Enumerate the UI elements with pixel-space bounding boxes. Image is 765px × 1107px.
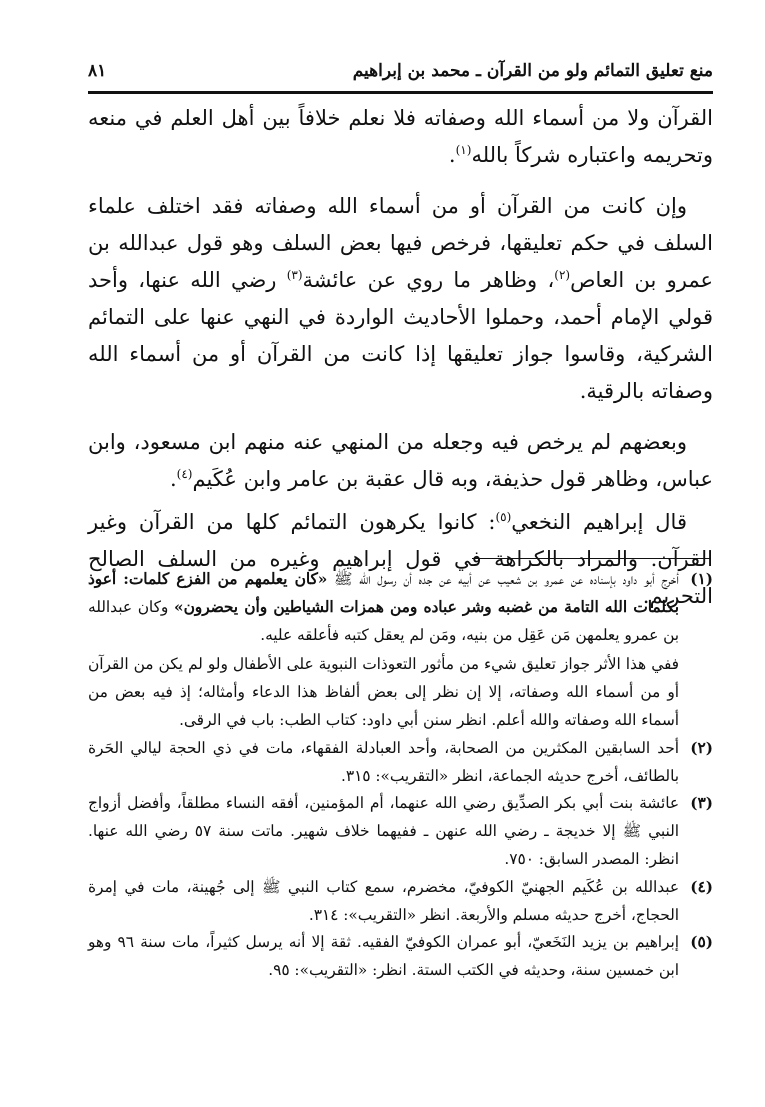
footnote-text: أحد السابقين المكثرين من الصحابة، وأحد العبادلة الفقهاء، مات في ذي الحجة ليالي الحَرة بالطائف، أخرج حديثه الجماعة، انظر «التقريب»: ٣١٥. xyxy=(88,738,679,785)
footnote-4 xyxy=(88,874,713,930)
hadith-quote: «كان يعلمهم من الفزع كلمات: أعوذ بكلمات الله التامة من غضبه وشر عباده ومن همزات الشياطين وأن يحضرون» xyxy=(88,570,679,616)
page-header xyxy=(88,56,713,86)
paragraph-2: وإن كانت من القرآن أو من أسماء الله وصفاته فقد اختلف علماء السلف في حكم تعليقها، فرخص فيها بعض السلف وهو قول عبدالله بن عمرو بن العاص$^{(٢)}$، وظاهر ما روي عن عائشة$^{(٣)}$ رضي الله عنها، وأحد قولي الإمام أحمد، وحملوا الأحاديث الواردة في النهي عنها على التمائم الشركية، وقاسوا جواز تعليقها إذا كانت من القرآن أو من أسماء الله وصفاته بالرقية. xyxy=(88,194,714,403)
running-title: منع تعليق التمائم ولو من القرآن ـ محمد بن إبراهيم xyxy=(352,61,713,81)
footnote-text: إبراهيم بن يزيد النَخَعيّ، أبو عمران الكوفيّ الفقيه. ثقة إلا أنه يرسل كثيراً، مات سنة ٩٦ وهو ابن خمسين سنة، وحديثه في الكتب الستة. انظر: «التقريب»: ٩٥. xyxy=(88,933,680,980)
page-number: ٨١ xyxy=(88,61,107,81)
footnote-ref-4: (٤) xyxy=(176,467,193,481)
footnote-text: أخرج أبو داود بإسناده عن عمرو بن شعيب عن أبيه عن جده أن رسول الله ﷺ «كان يعلمهم من الفزع كلمات: أعوذ بكلمات الله التامة من غضبه وشر عباده ومن همزات الشياطين وأن يحضرون» وكان عبدالله بن عمرو يعلمهن مَن عَقِل من بنيه، ومَن لم يعقل كتبه فأعلقه عليه. ففي هذا الأثر جواز تعليق شيء من مأثور التعوذات النبوية على الأطفال ولو لم يكن من القرآن أو من أسماء الله وصفاته، إلا إن نظر إلى بعض ألفاظ هذا الدعاء وأمثاله؛ إذ فيه بعض من أسماء الله وصفاته والله أعلم. انظر سنن أبي داود: كتاب الطب: باب في الرقى. xyxy=(88,566,679,735)
header-rule xyxy=(88,91,713,94)
paragraph-1: القرآن ولا من أسماء الله وصفاته فلا نعلم خلافاً بين أهل العلم في منعه وتحريمه واعتباره شركاً بالله$^{(١)}$. xyxy=(88,106,713,167)
footnote-number: (١) xyxy=(690,570,713,588)
footnote-commentary: ففي هذا الأثر جواز تعليق شيء من مأثور التعوذات النبوية على الأطفال ولو لم يكن من القرآن أو من أسماء الله وصفاته، إلا إن نظر إلى بعض ألفاظ هذا الدعاء وأمثاله؛ إذ فيه بعض من أسماء الله وصفاته والله أعلم. انظر سنن أبي داود: كتاب الطب: باب في الرقى. xyxy=(88,655,679,729)
footnote-2 xyxy=(88,735,713,791)
footnote-ref-3: (٣) xyxy=(286,268,303,282)
footnote-1 xyxy=(88,566,713,735)
footnotes xyxy=(88,566,713,985)
footnote-ref-2: (٢) xyxy=(554,268,571,282)
footnote-ref-5: (٥) xyxy=(495,510,512,524)
footnote-number: (٤) xyxy=(690,877,713,896)
footnote-separator xyxy=(472,558,710,559)
footnote-number: (٥) xyxy=(690,933,713,952)
footnote-3 xyxy=(88,790,713,873)
footnote-text: عبدالله بن عُكَيم الجهنيّ الكوفيّ، مخضرم، سمع كتاب النبي ﷺ إلى جُهينة، مات في إمرة الحجاج، أخرج حديثه مسلم والأربعة. انظر «التقريب»: ٣١٤. xyxy=(88,877,679,924)
paragraph-4: قال إبراهيم النخعي$^{(٥)}$: كانوا يكرهون التمائم كلها من القرآن وغير القرآن. والمراد بالكراهة في قول إبراهيم وغيره من السلف الصالح التحريم. xyxy=(88,510,713,608)
main-text xyxy=(88,100,713,615)
paragraph-3: وبعضهم لم يرخص فيه وجعله من المنهي عنه منهم ابن مسعود، وابن عباس، وظاهر قول حذيفة، وبه قال عقبة بن عامر وابن عُكَيم$^{(٤)}$. xyxy=(88,430,713,491)
footnote-ref-1: (١) xyxy=(455,143,472,157)
footnote-number: (٣) xyxy=(690,794,713,813)
footnote-number: (٢) xyxy=(690,738,713,757)
footnote-text: عائشة بنت أبي بكر الصدِّيق رضي الله عنهما، أم المؤمنين، أفقه النساء مطلقاً، وأفضل أزواج النبي ﷺ إلا خديجة ـ رضي الله عنهن ـ ففيهما خلاف شهير. ماتت سنة ٥٧ رضي الله عنها. انظر: المصدر السابق: ٧٥٠. xyxy=(88,794,679,868)
footnote-5 xyxy=(88,929,713,985)
